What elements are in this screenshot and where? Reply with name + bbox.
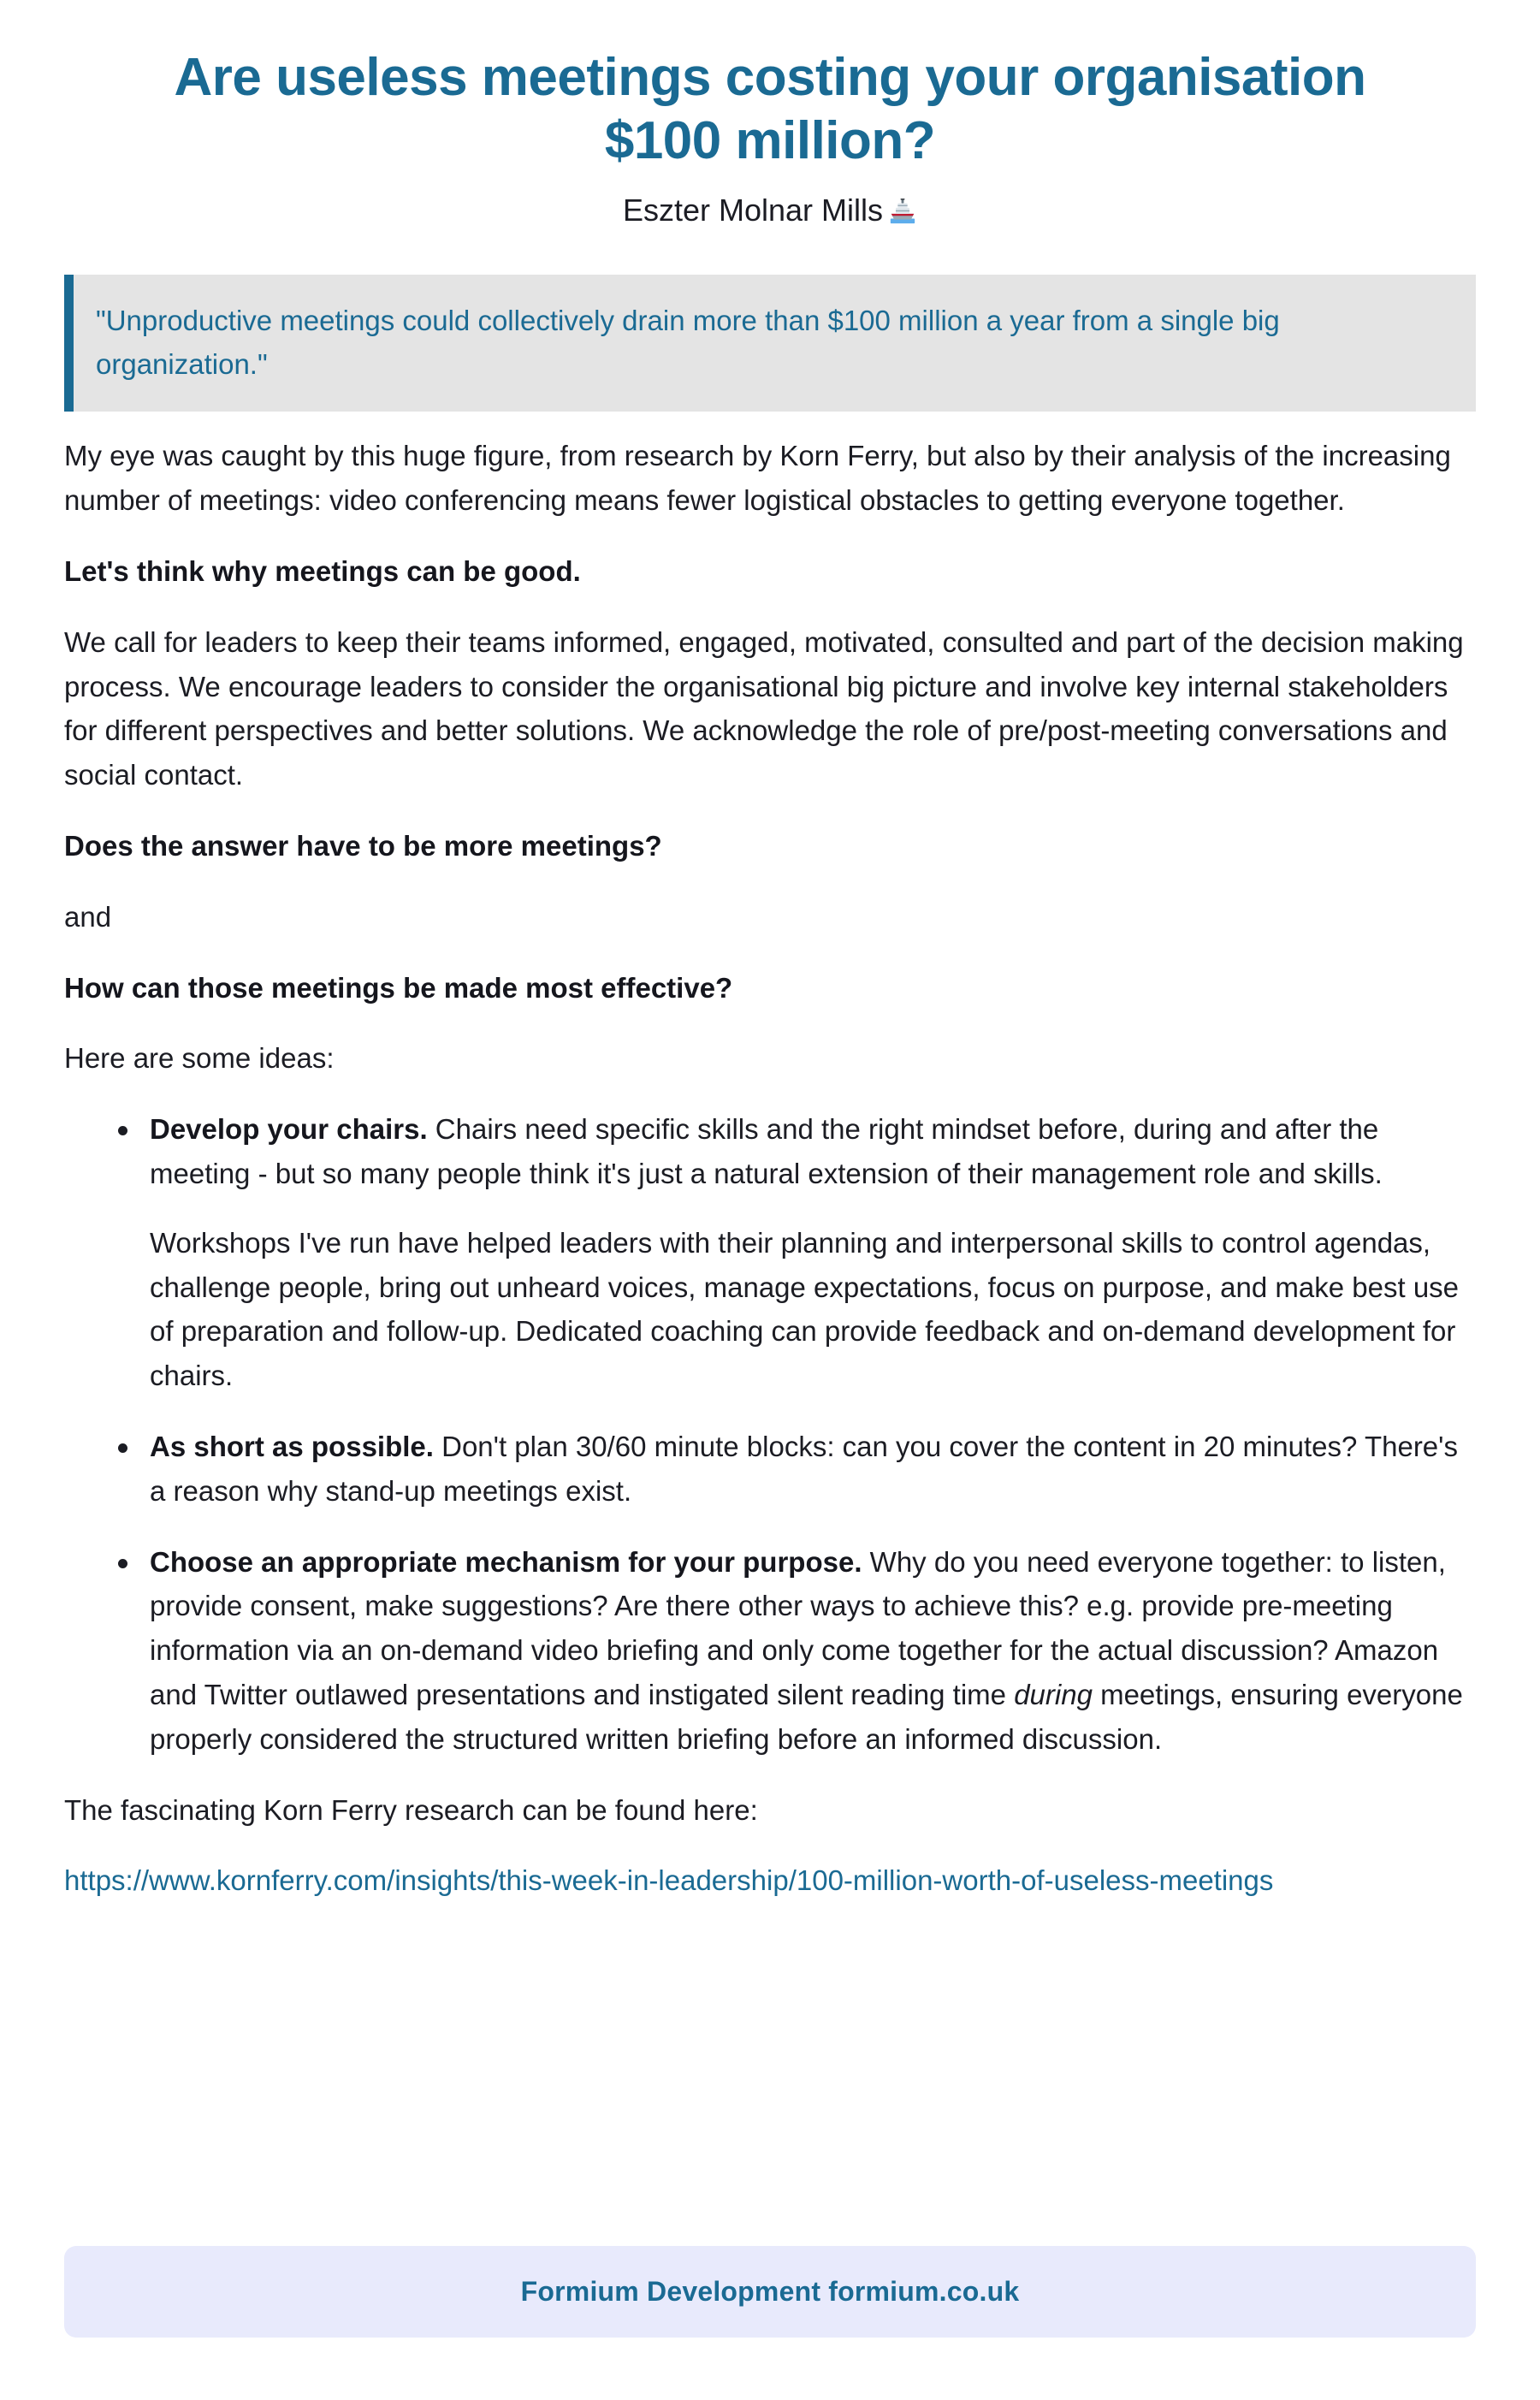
- idea-lead-body-b: meetings, ensuring everyone properly considered the structured written briefing before an informed discussion.: [150, 1678, 1463, 1755]
- footer-cta-banner[interactable]: [64, 2246, 1476, 2338]
- idea-text: [150, 1540, 1476, 1762]
- article-body: [64, 434, 1476, 1903]
- paragraph-connector: and: [64, 900, 112, 933]
- subheading-question-two: How can those meetings be made most effective?: [64, 971, 733, 1004]
- idea-emphasis: during: [1014, 1678, 1093, 1710]
- paragraph-source-trailer: The fascinating Korn Ferry research can be found here:: [64, 1793, 758, 1826]
- ideas-list: [64, 1107, 1476, 1761]
- source-link-row: [64, 1858, 1476, 1903]
- subheading-question-one: Does the answer have to be more meetings?: [64, 829, 662, 862]
- idea-lead-body: Chairs need specific skills and the right mindset before, during and after the meeting - but so many people think it's just a natural extension of their management role and skills.: [150, 1113, 1383, 1189]
- idea-lead-label: Choose an appropriate mechanism for your purpose.: [150, 1545, 862, 1578]
- idea-extra-text: Workshops I've run have helped leaders with their planning and interpersonal skills to control agendas, challenge people, bring out unheard voices, manage expectations, focus on purpose, and make best use of preparation and follow-up. Dedicated coaching can provide feedback and on-demand development for chairs.: [150, 1226, 1460, 1392]
- list-item: [116, 1425, 1476, 1514]
- subheading-meetings-good: Let's think why meetings can be good.: [64, 555, 581, 587]
- list-item: [116, 1540, 1476, 1762]
- ship-icon: [888, 195, 917, 237]
- idea-text: [150, 1425, 1476, 1514]
- idea-lead-label: As short as possible.: [150, 1430, 434, 1462]
- byline-author-name: Eszter Molnar Mills: [622, 192, 884, 228]
- paragraph-meetings-good: We call for leaders to keep their teams informed, engaged, motivated, consulted and part of the decision making process. We encourage leaders to consider the organisational big picture and involve key internal stakeholders for different perspectives and better solutions. We acknowledge the role of pre/post-meeting conversations and social contact.: [64, 625, 1464, 791]
- byline: [64, 190, 1476, 237]
- idea-lead-label: Develop your chairs.: [150, 1113, 428, 1146]
- page-title: Are useless meetings costing your organisation $100 million?: [174, 48, 1366, 170]
- idea-text: [150, 1107, 1476, 1196]
- idea-lead-body: Don't plan 30/60 minute blocks: can you cover the content in 20 minutes? There's a reason why stand-up meetings exist.: [150, 1430, 1458, 1507]
- pull-quote-text: "Unproductive meetings could collectively drain more than $100 million a year from a single big organization.": [96, 305, 1280, 381]
- footer-cta-label: Formium Development formium.co.uk: [520, 2276, 1020, 2307]
- idea-lead-body-a: Why do you need everyone together: to listen, provide consent, make suggestions? Are there other ways to achieve this? e.g. provide pre-meeting information via an on-demand video briefing and only come together for the actual discussion? Amazon and Twitter outlawed presentations and instigated silent reading time: [150, 1545, 1446, 1710]
- paragraph-ideas-intro: Here are some ideas:: [64, 1042, 335, 1075]
- source-link[interactable]: https://www.kornferry.com/insights/this-week-in-leadership/100-million-worth-of-useless-meetings: [64, 1864, 1274, 1897]
- paragraph-lead: My eye was caught by this huge figure, from research by Korn Ferry, but also by their analysis of the increasing number of meetings: video conferencing means fewer logistical obstacles to getting everyone together.: [64, 440, 1451, 517]
- list-item: [116, 1107, 1476, 1398]
- pull-quote: [64, 275, 1476, 412]
